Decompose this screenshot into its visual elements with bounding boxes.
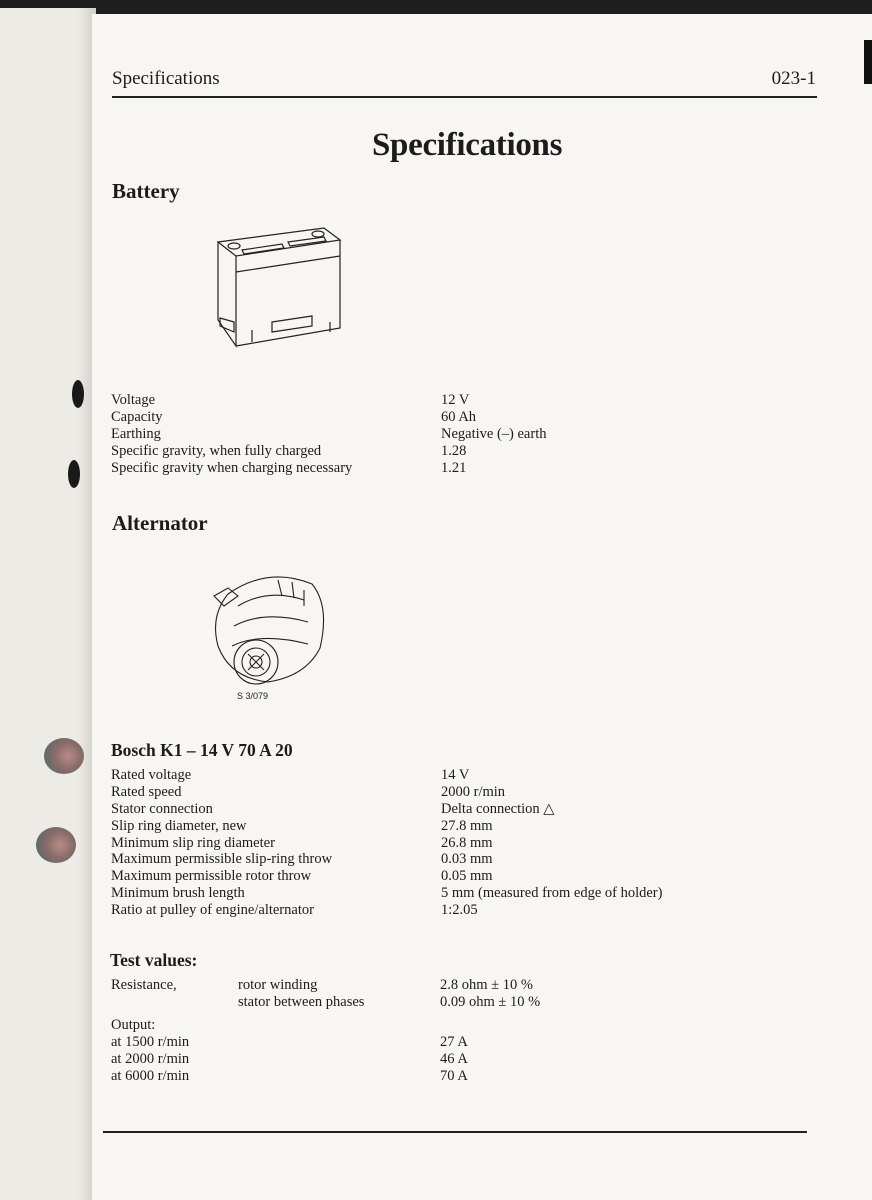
spec-value: 2000 r/min (441, 784, 506, 800)
alternator-illustration-icon (208, 566, 332, 690)
battery-illustration-icon (212, 222, 344, 356)
battery-heading: Battery (112, 179, 180, 203)
spec-value: 1.21 (441, 460, 467, 476)
scan-top-edge (0, 0, 872, 14)
punch-hole (72, 380, 84, 408)
output-speed: at 6000 r/min (111, 1068, 190, 1084)
spec-value: 26.8 mm (441, 835, 493, 851)
output-speed: at 2000 r/min (111, 1051, 190, 1067)
page-number: 023-1 (771, 68, 816, 89)
spec-label: Maximum permissible rotor throw (111, 868, 312, 884)
spec-value: 60 Ah (441, 409, 477, 425)
binder-ring-hole (36, 827, 76, 863)
running-header-section: Specifications (112, 68, 220, 89)
spec-label: Rated voltage (111, 767, 192, 783)
resistance-value: 0.09 ohm ± 10 % (440, 994, 541, 1010)
alternator-heading: Alternator (112, 511, 208, 535)
output-label: Output: (111, 1017, 156, 1033)
header-rule (112, 96, 817, 98)
punch-hole (68, 460, 80, 488)
spec-label: Minimum brush length (111, 885, 245, 901)
spec-label: Specific gravity, when fully charged (111, 443, 322, 459)
spec-label: Ratio at pulley of engine/alternator (111, 902, 314, 918)
binder-ring-hole (44, 738, 84, 774)
spec-value: 0.03 mm (441, 851, 493, 867)
test-values-heading: Test values: (110, 950, 198, 970)
resistance-value: 2.8 ohm ± 10 % (440, 977, 533, 993)
spec-label: Stator connection (111, 801, 213, 817)
resistance-label: Resistance, (111, 977, 177, 993)
spec-label: Minimum slip ring diameter (111, 835, 275, 851)
resistance-item: rotor winding (238, 977, 318, 993)
spec-label: Maximum permissible slip-ring throw (111, 851, 333, 867)
spec-label: Specific gravity when charging necessary (111, 460, 353, 476)
output-speed: at 1500 r/min (111, 1034, 190, 1050)
spec-value: 0.05 mm (441, 868, 493, 884)
alternator-model-heading: Bosch K1 – 14 V 70 A 20 (111, 740, 293, 760)
spec-value: 14 V (441, 767, 470, 783)
spec-value: Delta connection △ (441, 801, 555, 817)
spec-label: Voltage (111, 392, 156, 408)
spec-label: Rated speed (111, 784, 182, 800)
figure-caption: S 3/079 (237, 691, 269, 701)
adjacent-page (0, 8, 96, 1200)
spec-value: 1:2.05 (441, 902, 478, 918)
spec-value: 27.8 mm (441, 818, 493, 834)
footer-rule (103, 1131, 807, 1133)
output-value: 70 A (440, 1068, 468, 1084)
spec-value: 12 V (441, 392, 470, 408)
spec-value: 1.28 (441, 443, 467, 459)
spec-value: Negative (–) earth (441, 426, 547, 442)
spec-value: 5 mm (measured from edge of holder) (441, 885, 663, 901)
page-tab-marker (864, 40, 872, 84)
output-value: 46 A (440, 1051, 468, 1067)
page-title: Specifications (372, 127, 563, 163)
spec-label: Capacity (111, 409, 163, 425)
spec-label: Earthing (111, 426, 161, 442)
output-value: 27 A (440, 1034, 468, 1050)
resistance-item: stator between phases (238, 994, 365, 1010)
spec-label: Slip ring diameter, new (111, 818, 247, 834)
